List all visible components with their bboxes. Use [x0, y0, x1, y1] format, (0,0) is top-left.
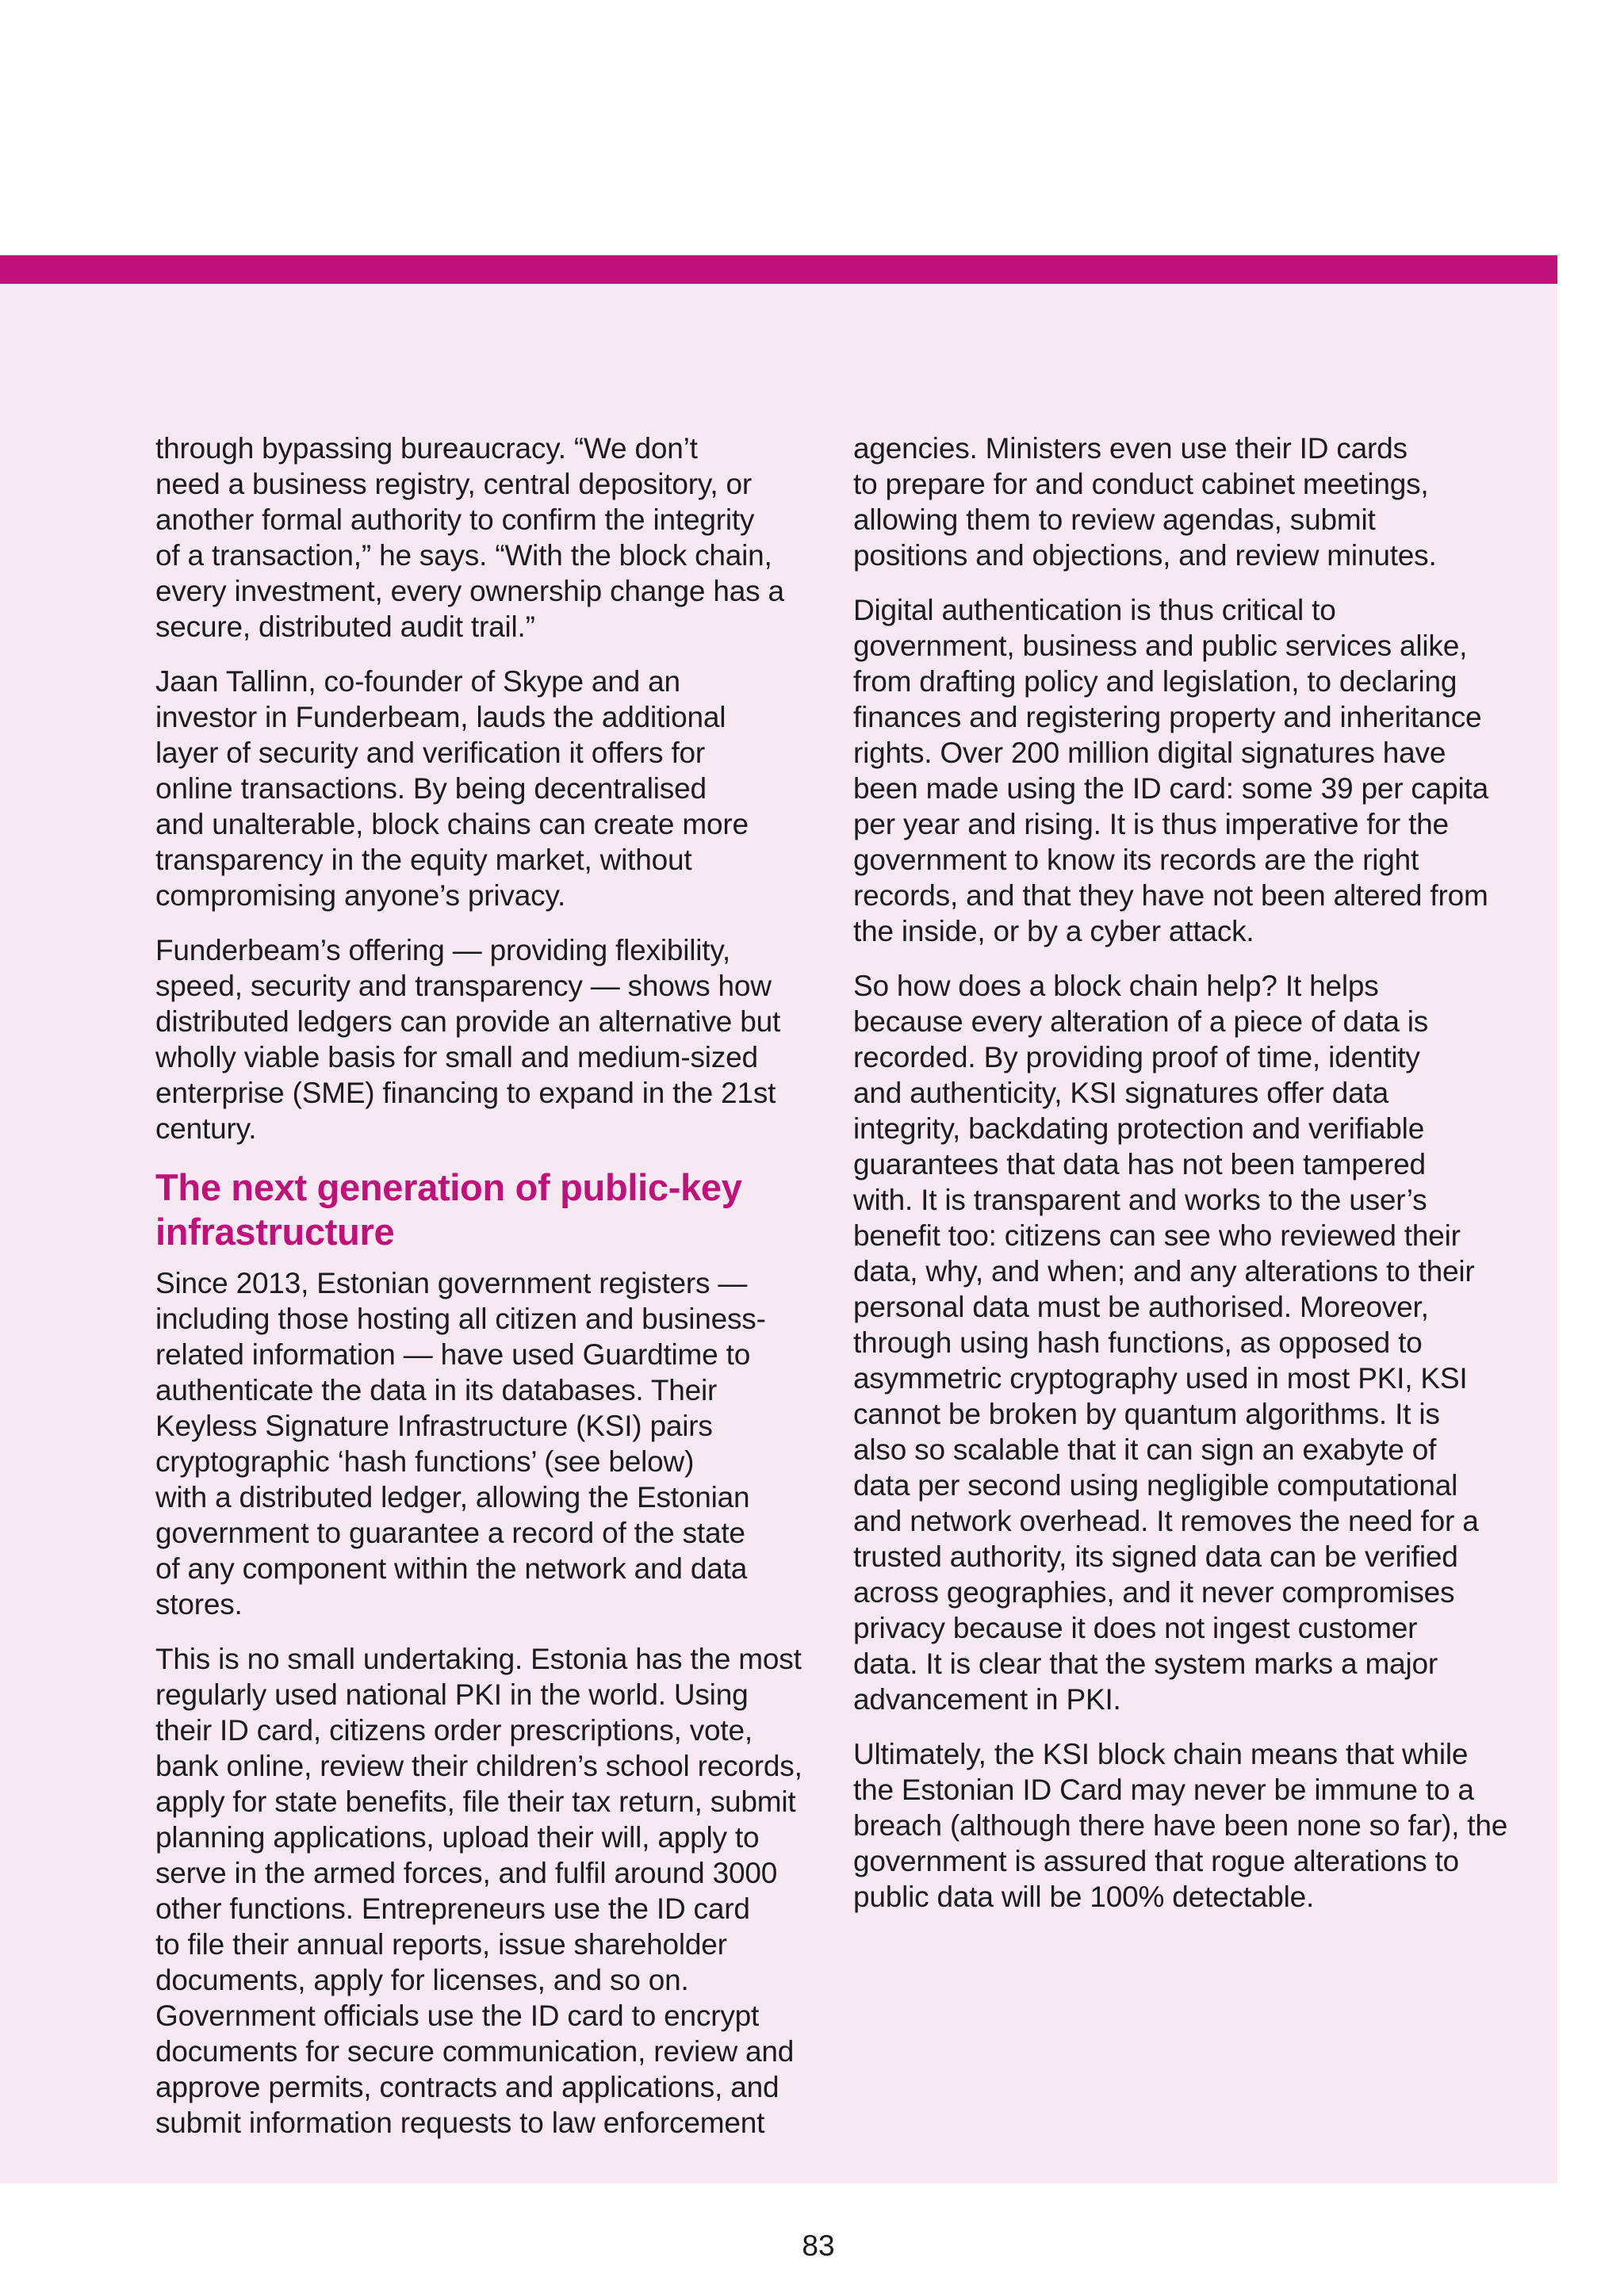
paragraph: through bypassing bureaucracy. “We don’t need a business registry, central depository, or another formal authority to confirm the integrity of a transaction,” he says. “With the block chain, every investment, every ownership change has a secure, distributed audit trail.”: [155, 432, 784, 643]
page-number: 83: [802, 2229, 835, 2262]
paragraph: Ultimately, the KSI block chain means that while the Estonian ID Card may never be immune to a breach (although there have been none so far), the government is assured that rogue alterations to public data will be 100% detectable.: [853, 1738, 1508, 1913]
paragraph: Since 2013, Estonian government registers — including those hosting all citizen and business- related information — have used Guardtime to authenticate the data in its databases. Their Keyless Signature Infrastructure (KSI) pairs cryptographic ‘hash functions’ (see below) with a distributed ledger, allowing the Estonian government to guarantee a record of the state of any component within the network and data stores.: [155, 1267, 766, 1621]
left-column: [155, 430, 829, 2160]
paragraph: Jaan Tallinn, co-founder of Skype and an investor in Funderbeam, lauds the additional layer of security and verification it offers for online transactions. By being decentralised and unalterable, block chains can create more transparency in the equity market, without compromising anyone’s privacy.: [155, 665, 749, 912]
accent-bar: [0, 255, 1557, 284]
paragraph: agencies. Ministers even use their ID cards to prepare for and conduct cabinet meetings, allowing them to review agendas, submit positions and objections, and review minutes.: [853, 432, 1437, 572]
paragraph: This is no small undertaking. Estonia has the most regularly used national PKI in the world. Using their ID card, citizens order prescriptions, vote, bank online, review their children’s school records, apply for state benefits, file their tax return, submit planning applications, upload their will, apply to serve in the armed forces, and fulfil around 3000 other functions. Entrepreneurs use the ID card to file their annual reports, issue shareholder documents, apply for licenses, and so on. Government officials use the ID card to encrypt documents for secure communication, review and approve permits, contracts and applications, and submit information requests to law enforcement: [155, 1643, 802, 2139]
right-column: [853, 430, 1535, 1934]
paragraph: Digital authentication is thus critical to government, business and public services alike, from drafting policy and legislation, to declaring finances and registering property and inheritance rights. Over 200 million digital signatures have been made using the ID card: some 39 per capita per year and rising. It is thus imperative for the government to know its records are the right records, and that they have not been altered from the inside, or by a cyber attack.: [853, 594, 1488, 947]
paragraph: So how does a block chain help? It helps because every alteration of a piece of data is recorded. By providing proof of time, identity and authenticity, KSI signatures offer data integrity, backdating protection and verifiable guarantees that data has not been tampered with. It is transparent and works to the user’s benefit too: citizens can see who reviewed their data, why, and when; and any alterations to their personal data must be authorised. Moreover, through using hash functions, as opposed to asymmetric cryptography used in most PKI, KSI cannot be broken by quantum algorithms. It is also so scalable that it can sign an exabyte of data per second using negligible computational and network overhead. It removes the need for a trusted authority, its signed data can be verified across geographies, and it never compromises privacy because it does not ingest customer data. It is clear that the system marks a major advancement in PKI.: [853, 970, 1479, 1716]
paragraph: Funderbeam’s offering — providing flexibility, speed, security and transparency — shows how distributed ledgers can provide an alternative but wholly viable basis for small and medium-sized enterprise (SME) financing to expand in the 21st century.: [155, 934, 781, 1145]
section-heading: The next generation of public-key infrastructure: [155, 1166, 742, 1253]
